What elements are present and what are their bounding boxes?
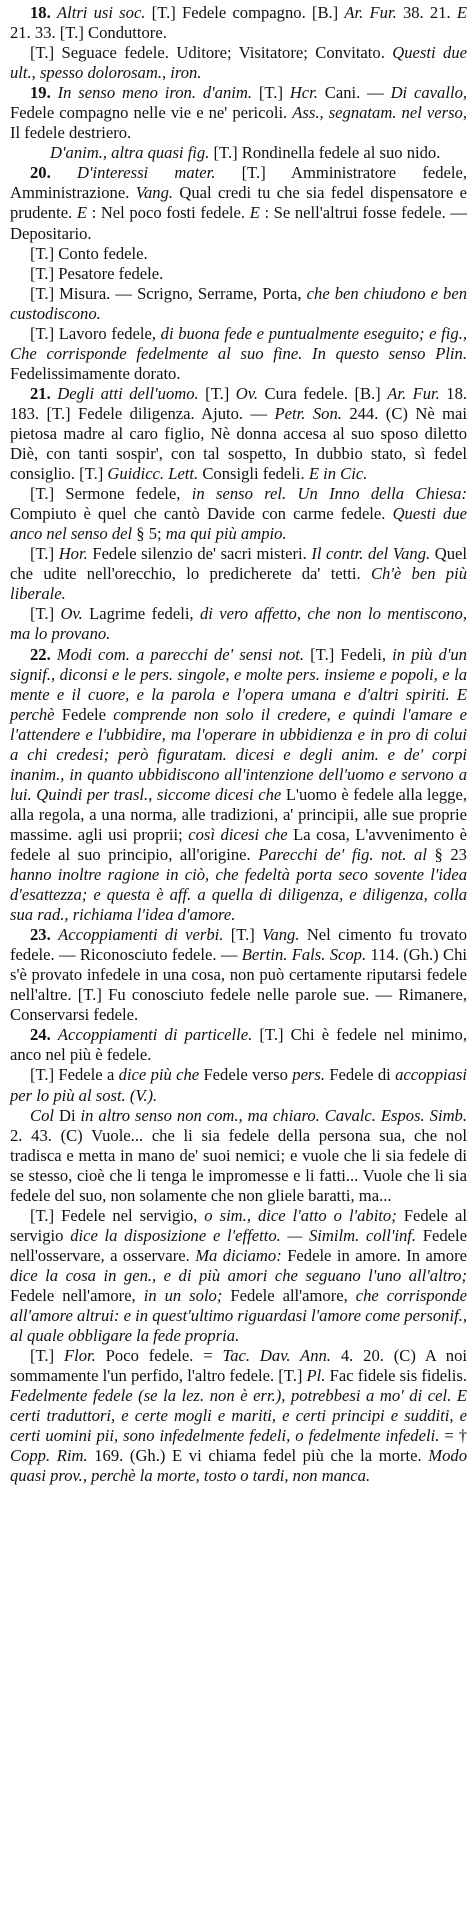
entry-paragraph: 21. Degli atti dell'uomo. [T.] Ov. Cura fedele. [B.] Ar. Fur. 18. 183. [T.] Fedele diligenza. Ajuto. — Petr. Son. 244. (C) Nè mai pietosa madre al caro figlio, Nè donna accesa al suo sposo diletto Diè, con tanti sospir', con tal sospetto, In dubbio stato, sì fedel consiglio. [T.] Guidicc. Lett. Consigli fedeli. E in Cic. — [10, 383, 468, 484]
entry-paragraph: [T.] Fedele nel servigio, o sim., dice l'atto o l'abito; Fedele al servigio dice la disposizione e l'effetto. — Similm. coll'inf. Fedele nell'osservare, a osservare. Ma diciamo: Fedele in amore. In amore dice la cosa in gen., e di più amori che seguano l'uno all'altro; Fedele nell'amore, in un solo; Fedele all'amore, che corrisponde all'amore altrui: e in quest'ultimo riguardasi l'amore come personif., al quale obbligare la fede propria. — [10, 1205, 467, 1346]
entry-paragraph: D'anim., altra quasi fig. [T.] Rondinella fedele al suo nido. — [50, 143, 441, 163]
entry-paragraph: 23. Accoppiamenti di verbi. [T.] Vang. Nel cimento fu trovato fedele. — Riconosciuto fedele. — Bertin. Fals. Scop. 114. (Gh.) Chi s'è provato infedele in una cosa, non può certamente riputarsi fedele nell'altre. [T.] Fu conosciuto fedele nelle parole sue. — Rimanere, Conservarsi fedele. — [10, 925, 468, 1025]
entry-paragraph: [T.] Seguace fedele. Uditore; Visitatore; Convitato. Questi due ult., spesso dolorosam., iron. — [10, 43, 467, 83]
entry-paragraph: 20. D'interessi mater. [T.] Amministratore fedele, Amministrazione. Vang. Qual credi tu che sia fedel dispensatore e prudente. E : Nel poco fosti fedele. E : Se nell'altrui fosse fedele. — Depositario. — [10, 163, 467, 243]
entry-paragraph: 18. Altri usi soc. [T.] Fedele compagno. [B.] Ar. Fur. 38. 21. E 21. 33. [T.] Conduttore. — [10, 3, 468, 43]
entry-paragraph: [T.] Conto fedele. — [30, 243, 148, 263]
entry-paragraph: [T.] Hor. Fedele silenzio de' sacri misteri. Il contr. del Vang. Quel che udite nell'orecchio, lo predicherete da' tetti. Ch'è ben più liberale. — [10, 544, 467, 604]
entry-paragraph: Col Di in altro senso non com., ma chiaro. Cavalc. Espos. Simb. 2. 43. (C) Vuole... che li sia fedele della persona sua, che nol tradisca e metta in mano de' suoi nemici; e vuole che li sia fedele di se stesso, cioè che li tenga le impromesse e li fatti... Vuole che li sia fedele del suo, non solamente che non gliele baratti, ma... — [10, 1105, 467, 1205]
entry-paragraph: 19. In senso meno iron. d'anim. [T.] Hcr. Cani. — Di cavallo, Fedele compagno nelle vie e ne' pericoli. Ass., segnatam. nel verso, Il fedele destriero. — [10, 83, 468, 143]
entry-paragraph: [T.] Lavoro fedele, di buona fede e puntualmente eseguito; e fig., Che corrisponde fedelmente al suo fine. In questo senso Plin. Fedelissimamente dorato. — [10, 323, 467, 383]
entry-paragraph: [T.] Flor. Poco fedele. = Tac. Dav. Ann. 4. 20. (C) A noi sommamente l'un perfido, l'altro fedele. [T.] Pl. Fac fidele sis fidelis. Fedelmente fedele (se la lez. non è err.), potrebbesi a mo' di cel. E certi traduttori, e certe mogli e mariti, e certi principi e sudditi, e certi uomini pii, sono infedelmente fedeli, o fedelmente infedeli. = † Copp. Rim. 169. (Gh.) E vi chiama fedel più che la morte. Modo quasi prov., perchè la morte, tosto o tardi, non manca. — [10, 1346, 467, 1486]
entry-paragraph: [T.] Sermone fedele, in senso rel. Un Inno della Chiesa: Compiuto è quel che cantò Davide con carme fedele. Questi due anco nel senso del § 5; ma qui più ampio. — [10, 484, 467, 544]
entry-paragraph: [T.] Pesatore fedele. — [30, 263, 164, 283]
entry-paragraph: [T.] Misura. — Scrigno, Serrame, Porta, che ben chiudono e ben custodiscono. — [10, 283, 467, 323]
entry-paragraph: 24. Accoppiamenti di particelle. [T.] Chi è fedele nel minimo, anco nel più è fedele. — [10, 1025, 467, 1065]
entry-paragraph: 22. Modi com. a parecchi de' sensi not. [T.] Fedeli, in più d'un signif., diconsi e le pers. singole, e molte pers. insieme e popoli, e la mente e il cuore, e la parola e l'opera umana e d'altri spiriti. E perchè Fedele comprende non solo il credere, e quindi l'amare e l'attendere e l'ubbidire, ma l'operare in ubbidienza e in pro di colui a chi credesi; però figuratam. dicesi e degli anim. e de' corpi inanim., in quanto ubbidiscono all'intenzione dell'uomo e servono a lui. Quindi per trasl., siccome dicesi che L'uomo è fedele alla legge, alla regola, a una norma, alle tradizioni, a' principii, alle sue proprie massime. agli usi proprii; così dicesi che La cosa, L'avvenimento è fedele al suo principio, all'origine. Parecchi de' fig. not. al § 23 hanno inoltre ragione in ciò, che fedeltà porta seco sovente l'idea d'esattezza; e questa è aff. a quella di diligenza, e diligenza, colla sua rad., richiama l'idea d'amore. — [10, 644, 467, 925]
entry-paragraph: [T.] Fedele a dice più che Fedele verso pers. Fedele di accoppiasi per lo più al sost. (V.). — [10, 1065, 467, 1105]
entry-paragraph: [T.] Ov. Lagrime fedeli, di vero affetto, che non lo mentiscono, ma lo provano. — [10, 604, 467, 644]
